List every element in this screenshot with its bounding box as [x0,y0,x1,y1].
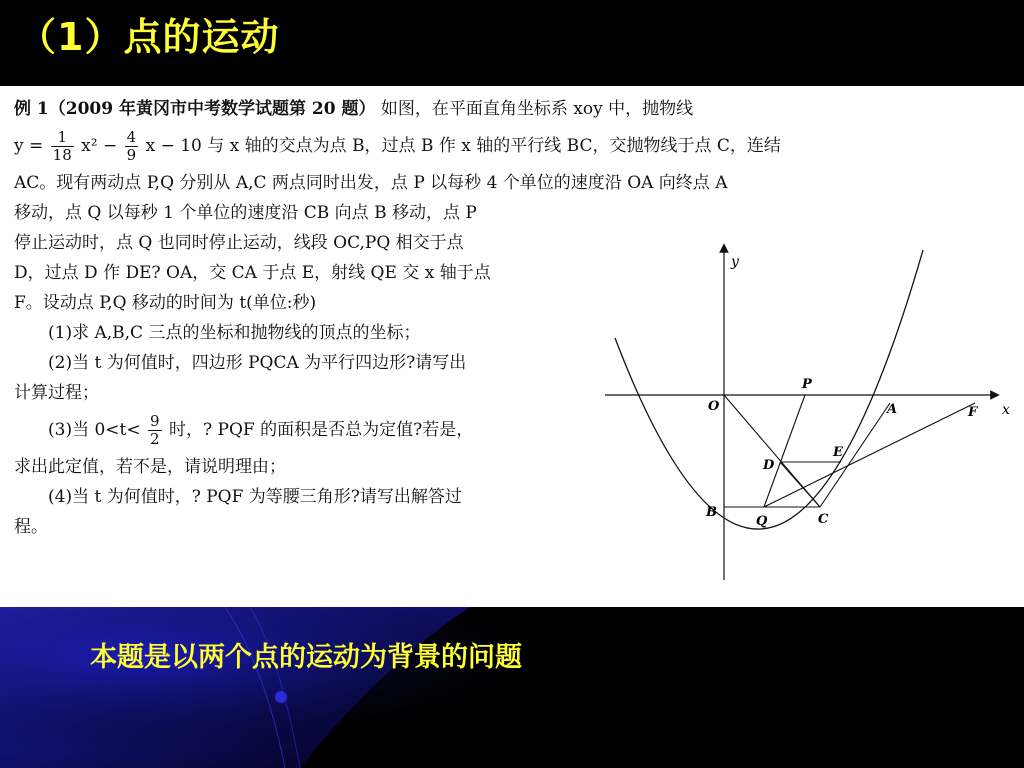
ray-qf [764,403,975,507]
decorative-blue-swoosh [0,607,1024,768]
equation-y: y = [14,136,44,156]
slide-summary: 本题是以两个点的运动为背景的问题 [90,642,522,673]
question-3-cont: 求出此定值，若不是，请说明理由； [14,457,286,477]
problem-line-7: F。设动点 P,Q 移动的时间为 t(单位:秒) [14,293,317,313]
problem-line-1 [14,94,954,124]
fraction-denominator: 9 [126,146,137,164]
line2-text: x − 10 与 x 轴的交点为点 B，过点 B 作 x 轴的平行线 BC，交抛物线于点 C，连结 [145,136,781,156]
question-4: (4)当 t 为何值时，? PQF 为等腰三角形?请写出解答过 [48,487,462,507]
label-y: y [731,254,739,270]
fraction-numerator: 1 [51,129,74,147]
problem-line-5: 停止运动时，点 Q 也同时停止运动，线段 OC,PQ 相交于点 [14,233,464,253]
fraction-numerator: 9 [150,412,160,430]
question-4-cont: 程。 [14,517,48,537]
equation-x2: x² − [81,136,118,156]
question-3-pre: (3)当 0<t< [48,420,141,440]
problem-line-6: D，过点 D 作 DE? OA，交 CA 于点 E，射线 QE 交 x 轴于点 [14,263,491,283]
fraction-denominator: 2 [150,430,160,448]
problem-line-2 [14,124,954,168]
example-label: 例 1（2009 年黄冈市中考数学试题第 20 题） [14,99,376,119]
segment-de-extra [780,462,820,507]
label-q: Q [756,514,768,529]
fraction-4-9 [125,129,139,164]
fraction-denominator: 18 [52,146,72,164]
question-2-cont: 计算过程； [14,383,99,403]
problem-panel [0,86,1024,607]
label-x: x [1002,402,1010,418]
question-2: (2)当 t 为何值时，四边形 PQCA 为平行四边形?请写出 [48,353,467,373]
parabola-figure [600,240,1020,585]
label-c: C [818,512,829,527]
problem-line-3: AC。现有两动点 P,Q 分别从 A,C 两点同时出发，点 P 以每秒 4 个单位的速度沿 OA 向终点 A [14,173,728,193]
fraction-numerator: 4 [126,128,137,146]
slide-title: （1）点的运动 [18,15,280,59]
label-d: D [763,458,775,473]
footer-area [0,607,1024,768]
line1-text: 如图，在平面直角坐标系 xoy 中，抛物线 [380,99,694,119]
question-1: (1)求 A,B,C 三点的坐标和抛物线的顶点的坐标； [48,323,421,343]
label-a: A [887,402,898,417]
parabola-curve [615,250,923,529]
question-3 [14,408,594,452]
label-p: P [802,377,812,392]
label-b: B [706,505,717,520]
fraction-9-2 [148,413,162,448]
fraction-1-18 [51,129,74,164]
label-e: E [833,445,843,460]
decorative-dot [275,691,287,703]
label-f: F [968,405,978,420]
question-3-post: 时，? PQF 的面积是否总为定值?若是， [168,420,474,440]
segment-ca [820,403,890,507]
problem-line-4: 移动，点 Q 以每秒 1 个单位的速度沿 CB 向点 B 移动，点 P [14,203,477,223]
label-o: O [708,399,720,414]
